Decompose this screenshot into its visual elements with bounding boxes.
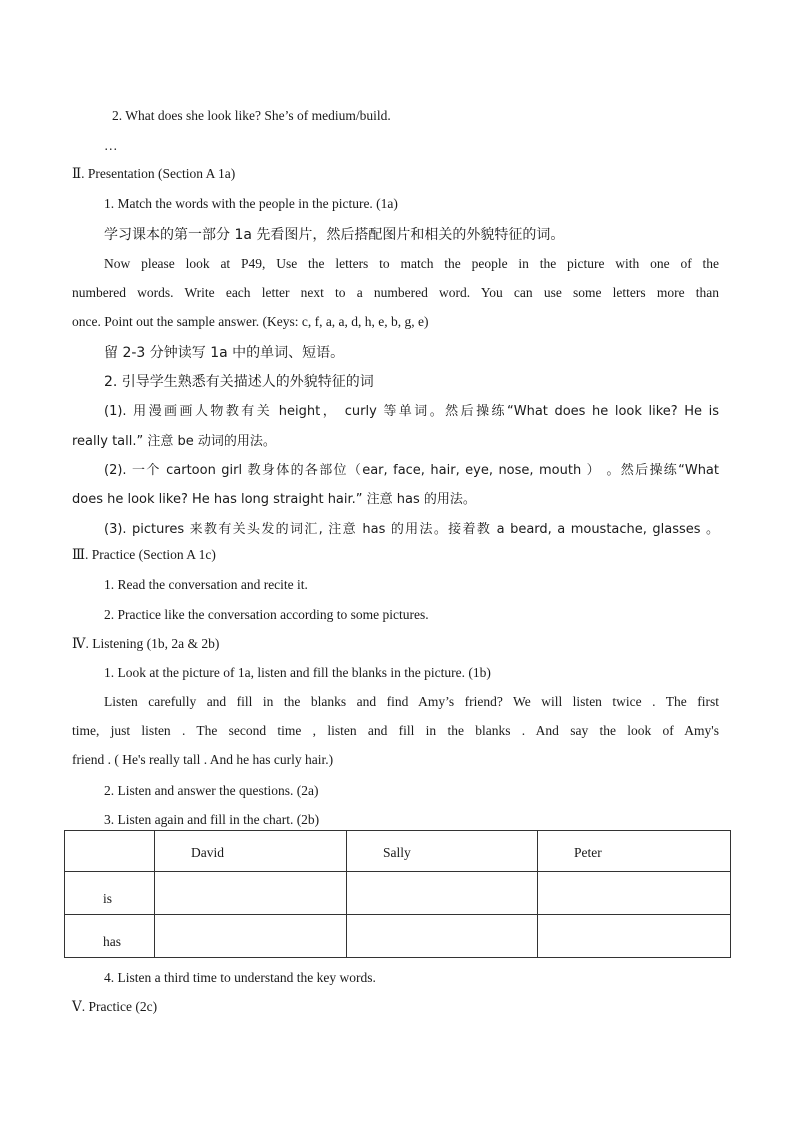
section-4-step-2: 2. Listen and answer the questions. (2a) — [104, 783, 319, 798]
section-5-heading: Ⅴ. Practice (2c) — [72, 999, 158, 1014]
section-2-step-2: 2. 引导学生熟悉有关描述人的外貌特征的词 — [104, 374, 374, 390]
section-2-item-2-line-1: (2). 一个 cartoon girl 教身体的各部位（ear, face, hair, eye, nose, mouth ） 。然后操练“What — [104, 463, 719, 478]
chart-blank-cell[interactable] — [155, 915, 347, 958]
section-2-paragraph-line-2: numbered words. Write each letter next to a numbered word. You can use some letters more than — [72, 285, 719, 300]
section-4-step-3: 3. Listen again and fill in the chart. (2b) — [104, 812, 320, 827]
chart-header-row — [65, 831, 731, 872]
chart-blank-cell[interactable] — [538, 872, 731, 915]
chart-header-cell: Sally — [347, 831, 538, 872]
chart-row-is — [65, 872, 731, 915]
chart-header-cell — [65, 831, 155, 872]
section-4-step-4: 4. Listen a third time to understand the key words. — [104, 970, 376, 985]
question-2-line: 2. What does she look like? She’s of medium/build. — [112, 108, 391, 123]
chart-blank-cell[interactable] — [347, 872, 538, 915]
section-2-chinese-instruction-2: 留 2-3 分钟读写 1a 中的单词、短语。 — [104, 345, 345, 361]
section-4-paragraph-line-3: friend . ( He's really tall . And he has curly hair.) — [72, 752, 334, 767]
section-2-item-1-line-2: really tall.” 注意 be 动词的用法。 — [72, 434, 276, 449]
section-4-paragraph-line-2: time, just listen . The second time , listen and fill in the blanks . And say the look of Amy's — [72, 723, 719, 738]
chart-blank-cell[interactable] — [538, 915, 731, 958]
section-2-paragraph-line-3: once. Point out the sample answer. (Keys: c, f, a, a, d, h, e, b, g, e) — [72, 314, 429, 329]
chart-row-label: has — [65, 915, 155, 958]
ellipsis: … — [104, 138, 118, 153]
section-3-step-2: 2. Practice like the conversation according to some pictures. — [104, 607, 429, 622]
section-2-step-1: 1. Match the words with the people in the picture. (1a) — [104, 196, 398, 211]
section-2-paragraph-line-1: Now please look at P49, Use the letters to match the people in the picture with one of the — [104, 256, 719, 271]
section-4-heading: Ⅳ. Listening (1b, 2a & 2b) — [72, 636, 220, 651]
chart-header-cell: Peter — [538, 831, 731, 872]
section-2-item-3-line-1: (3). pictures 来教有关头发的词汇, 注意 has 的用法。接着教 a beard, a moustache, glasses 。 — [104, 522, 719, 537]
section-4-step-1: 1. Look at the picture of 1a, listen and fill the blanks in the picture. (1b) — [104, 665, 491, 680]
chart-blank-cell[interactable] — [155, 872, 347, 915]
section-2-heading: Ⅱ. Presentation (Section A 1a) — [72, 166, 236, 181]
chart-blank-cell[interactable] — [347, 915, 538, 958]
section-4-paragraph-line-1: Listen carefully and fill in the blanks and find Amy’s friend? We will listen twice . The first — [104, 694, 719, 709]
section-3-heading: Ⅲ. Practice (Section A 1c) — [72, 547, 216, 562]
chart-header-cell: David — [155, 831, 347, 872]
section-2-item-1-line-1: (1). 用漫画画人物教有关 height， curly 等单词。然后操练“What does he look like? He is — [104, 404, 719, 419]
section-3-step-1: 1. Read the conversation and recite it. — [104, 577, 308, 592]
section-2-chinese-instruction-1: 学习课本的第一部分 1a 先看图片，然后搭配图片和相关的外貌特征的词。 — [104, 227, 565, 243]
chart-row-label: is — [65, 872, 155, 915]
chart-row-has — [65, 915, 731, 958]
section-2-item-2-line-2: does he look like? He has long straight hair.” 注意 has 的用法。 — [72, 492, 476, 507]
listening-chart — [64, 830, 731, 958]
